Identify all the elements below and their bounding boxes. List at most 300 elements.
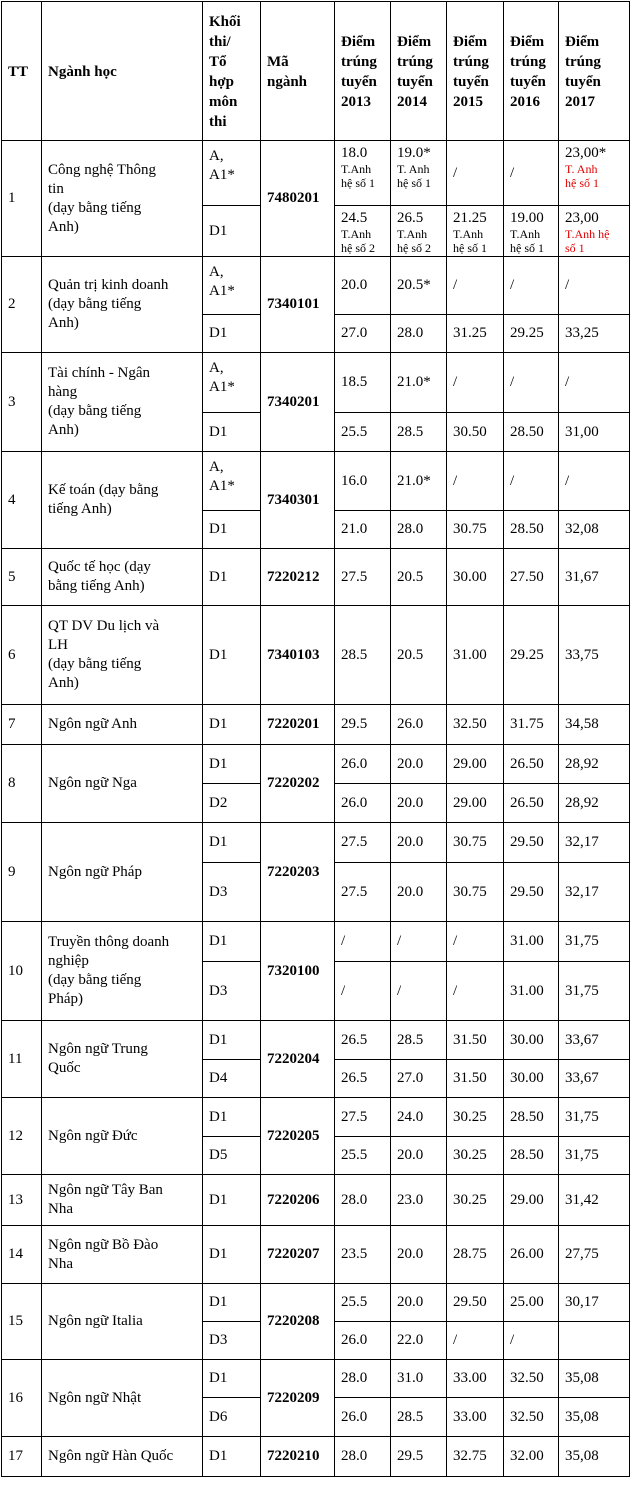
cell-tt: 8 — [2, 745, 42, 823]
cell-block — [203, 1060, 261, 1098]
cell-2016 — [504, 1226, 559, 1284]
score-value: 30.50 — [453, 423, 487, 440]
cell-code: 7220203 — [261, 823, 335, 922]
text-line: A1* — [209, 379, 235, 395]
score-value: 23,00 — [565, 210, 599, 226]
text-line: A, — [209, 148, 224, 164]
cell-block — [203, 705, 261, 745]
score-value: 31.00 — [510, 933, 544, 949]
score-value: 27.0 — [341, 325, 368, 341]
cell-2014 — [391, 452, 447, 511]
text-line: Ngôn ngữ Tây Ban — [48, 1182, 163, 1198]
text-line: D2 — [209, 794, 228, 811]
cell-2015 — [447, 353, 504, 413]
cell-2017 — [559, 1021, 630, 1060]
text-line: 2016 — [510, 93, 540, 110]
cell-block — [203, 1322, 261, 1360]
cell-block — [203, 1284, 261, 1322]
cell-block — [203, 1437, 261, 1477]
cell-block — [203, 257, 261, 315]
table-row — [2, 141, 630, 206]
score-value: 18.5 — [341, 374, 368, 390]
cell-code: 7220212 — [261, 549, 335, 606]
score-value: 28.5 — [397, 1408, 424, 1425]
text-line: trúng — [510, 53, 546, 70]
text-line: trúng — [341, 53, 377, 70]
cell-code: 7340101 — [261, 257, 335, 353]
score-value: 27.50 — [510, 568, 544, 585]
score-value: / — [565, 472, 570, 489]
text-line: trúng — [565, 53, 601, 70]
cell-2014 — [391, 257, 447, 315]
score-value: 30.00 — [510, 1031, 544, 1048]
score-value: 20.0 — [397, 1246, 424, 1262]
cell-2016 — [504, 1360, 559, 1398]
cell-2015 — [447, 549, 504, 606]
cell-major — [42, 922, 203, 1021]
cell-tt: 4 — [2, 452, 42, 549]
cell-2015 — [447, 141, 504, 206]
cell-2014 — [391, 549, 447, 606]
score-value: 33.00 — [453, 1370, 487, 1386]
score-note: T.Anh hệ — [565, 227, 610, 241]
text-line: Quốc — [48, 1060, 81, 1076]
cell-block — [203, 1398, 261, 1437]
cell-2015 — [447, 1437, 504, 1477]
score-value: 35,08 — [565, 1370, 599, 1386]
cell-2014 — [391, 315, 447, 353]
cell-major — [42, 1021, 203, 1098]
cell-2013 — [335, 1226, 391, 1284]
score-value: 30.75 — [453, 883, 487, 900]
score-value: / — [397, 982, 402, 999]
text-line: Kế toán (dạy bằng — [48, 482, 159, 498]
cell-major — [42, 257, 203, 353]
cell-2017 — [559, 141, 630, 206]
cell-2017 — [559, 745, 630, 784]
cell-tt: 10 — [2, 922, 42, 1021]
cell-code: 7220201 — [261, 705, 335, 745]
text-line: tuyển — [453, 73, 489, 90]
table-row — [2, 705, 630, 745]
score-value: 31,42 — [565, 1191, 599, 1208]
cell-2013 — [335, 1060, 391, 1098]
header-block — [203, 2, 261, 141]
cell-2013 — [335, 745, 391, 784]
table-row — [2, 1284, 630, 1322]
score-value: 32,17 — [565, 834, 599, 850]
score-value: 24.0 — [397, 1108, 424, 1125]
cell-code: 7220204 — [261, 1021, 335, 1098]
cell-2017 — [559, 413, 630, 452]
score-value: 32.50 — [510, 1370, 544, 1386]
cell-block — [203, 823, 261, 863]
cell-block — [203, 1137, 261, 1175]
cell-2016 — [504, 962, 559, 1021]
score-value: 23,00* — [565, 145, 607, 161]
cell-2013 — [335, 1021, 391, 1060]
score-value: 22.0 — [397, 1332, 424, 1348]
table-row — [2, 452, 630, 511]
cell-2015 — [447, 863, 504, 922]
text-line: A, — [209, 360, 224, 376]
text-line: D3 — [209, 982, 228, 999]
cell-tt: 16 — [2, 1360, 42, 1437]
text-line: Anh) — [48, 675, 79, 691]
cell-2016 — [504, 452, 559, 511]
score-value: 30.75 — [453, 521, 487, 537]
cell-block — [203, 1360, 261, 1398]
text-line: Ngôn ngữ Pháp — [48, 863, 142, 880]
text-line: D1 — [209, 755, 228, 772]
cell-2015 — [447, 511, 504, 549]
cell-2014 — [391, 1021, 447, 1060]
score-note: hệ số 1 — [453, 241, 487, 255]
cell-code: 7220205 — [261, 1098, 335, 1175]
text-line: Điểm — [453, 33, 488, 50]
cell-code: 7320100 — [261, 922, 335, 1021]
table-row — [2, 606, 630, 705]
table-row — [2, 823, 630, 863]
score-value: 28.0 — [397, 521, 424, 537]
score-value: 28.5 — [341, 646, 368, 663]
cell-2017 — [559, 1098, 630, 1137]
cell-code: 7480201 — [261, 141, 335, 257]
cell-major — [42, 1360, 203, 1437]
cell-2014 — [391, 1060, 447, 1098]
score-value: 26.50 — [510, 755, 544, 772]
text-line: A, — [209, 264, 224, 280]
cell-2017 — [559, 315, 630, 353]
score-note: hệ số 1 — [565, 176, 599, 190]
text-line: (dạy bằng tiếng — [48, 296, 142, 312]
score-value: 29.00 — [453, 794, 487, 811]
text-line: Truyền thông doanh — [48, 934, 170, 950]
score-value: 25.5 — [341, 1147, 368, 1163]
cell-2014 — [391, 511, 447, 549]
header-major: Ngành học — [42, 2, 203, 141]
score-value: 35,08 — [565, 1408, 599, 1425]
score-value: 23.5 — [341, 1246, 368, 1262]
cell-2015 — [447, 1137, 504, 1175]
text-line: Ngôn ngữ Anh — [48, 716, 137, 732]
cell-2016 — [504, 606, 559, 705]
text-line: Quản trị kinh doanh — [48, 277, 169, 293]
header-2016 — [504, 2, 559, 141]
text-line: 2017 — [565, 93, 595, 110]
score-value: 29.50 — [510, 883, 544, 900]
score-value: 20.0 — [397, 794, 424, 811]
text-line: trúng — [397, 53, 433, 70]
score-value: 31,75 — [565, 1108, 599, 1125]
score-value: / — [453, 164, 458, 181]
header-2015 — [447, 2, 504, 141]
score-value: 30.25 — [453, 1147, 487, 1163]
score-value: 31.00 — [453, 646, 487, 663]
score-value: 26.0 — [341, 1408, 368, 1425]
text-line: ngành — [267, 73, 308, 90]
text-line: D1 — [209, 716, 228, 732]
cell-tt: 1 — [2, 141, 42, 257]
text-line: Anh) — [48, 422, 79, 438]
cell-2013 — [335, 823, 391, 863]
table-row — [2, 745, 630, 784]
cell-2017 — [559, 353, 630, 413]
cell-2017 — [559, 1137, 630, 1175]
table-row — [2, 257, 630, 315]
cell-2016 — [504, 549, 559, 606]
text-line: D3 — [209, 883, 228, 900]
score-value: 29.25 — [510, 325, 544, 341]
score-value: / — [565, 374, 570, 390]
score-value: 20.0 — [341, 277, 368, 293]
score-value: 31,75 — [565, 982, 599, 999]
cell-2015 — [447, 784, 504, 823]
cell-2013 — [335, 511, 391, 549]
cell-2016 — [504, 784, 559, 823]
score-value: / — [453, 472, 458, 489]
score-value: / — [565, 277, 570, 293]
cell-2013 — [335, 1322, 391, 1360]
text-line: D1 — [209, 1370, 228, 1386]
cell-block — [203, 863, 261, 922]
cell-2016 — [504, 863, 559, 922]
cell-block — [203, 206, 261, 257]
cell-2013 — [335, 1284, 391, 1322]
score-value: 20.0 — [397, 755, 424, 772]
text-line: Điểm — [565, 33, 600, 50]
cell-block — [203, 1021, 261, 1060]
header-code — [261, 2, 335, 141]
text-line: thi/ — [209, 33, 231, 50]
cell-block — [203, 962, 261, 1021]
cell-2014 — [391, 1398, 447, 1437]
cell-2015 — [447, 922, 504, 962]
text-line: tuyển — [510, 73, 546, 90]
cell-code: 7220209 — [261, 1360, 335, 1437]
score-value: / — [341, 933, 346, 949]
score-value: 21.0 — [341, 521, 368, 537]
score-value: 31.50 — [453, 1031, 487, 1048]
cell-2014 — [391, 745, 447, 784]
cell-2017 — [559, 549, 630, 606]
table-row — [2, 549, 630, 606]
table-row — [2, 1226, 630, 1284]
cell-2016 — [504, 1098, 559, 1137]
score-value: 29.00 — [510, 1191, 544, 1208]
score-value: 33.00 — [453, 1408, 487, 1425]
cell-major — [42, 353, 203, 452]
score-value: / — [510, 472, 515, 489]
score-value: 28.5 — [397, 423, 424, 440]
score-value: 30.25 — [453, 1191, 487, 1208]
text-line: LH — [48, 637, 68, 653]
text-line: D6 — [209, 1408, 228, 1425]
text-line: Ngôn ngữ Italia — [48, 1313, 143, 1329]
cell-tt: 7 — [2, 705, 42, 745]
score-value: / — [510, 1332, 515, 1348]
cell-2016 — [504, 1437, 559, 1477]
cell-block — [203, 784, 261, 823]
text-line: D1 — [209, 423, 228, 440]
text-line: Ngôn ngữ Nga — [48, 775, 137, 791]
score-value: 21.25 — [453, 210, 487, 226]
score-value: 29.50 — [510, 834, 544, 850]
table-body — [2, 141, 630, 1477]
header-tt: TT — [2, 2, 42, 141]
text-line: tin — [48, 180, 64, 197]
score-value: 19.0* — [397, 145, 431, 161]
score-value: 31.50 — [453, 1070, 487, 1086]
text-line: 2015 — [453, 93, 483, 110]
cell-2015 — [447, 1060, 504, 1098]
cell-2017 — [559, 511, 630, 549]
score-note: số 1 — [565, 241, 585, 255]
cell-code: 7220210 — [261, 1437, 335, 1477]
cell-2013 — [335, 353, 391, 413]
score-value: 27.5 — [341, 1108, 368, 1125]
score-value: 31,00 — [565, 423, 599, 440]
text-line: D1 — [209, 1108, 228, 1125]
score-value: 32,08 — [565, 521, 599, 537]
score-value: 25.5 — [341, 1294, 368, 1310]
admission-scores-table — [1, 1, 630, 1477]
cell-tt: 2 — [2, 257, 42, 353]
cell-block — [203, 511, 261, 549]
score-value: 28.50 — [510, 423, 544, 440]
score-value: 20.0 — [397, 1294, 424, 1310]
cell-2015 — [447, 413, 504, 452]
cell-2017 — [559, 1175, 630, 1226]
text-line: D1 — [209, 646, 228, 663]
text-line: D1 — [209, 933, 228, 949]
text-line: tiếng Anh) — [48, 501, 112, 517]
text-line: tuyển — [341, 73, 377, 90]
cell-2015 — [447, 1284, 504, 1322]
cell-2014 — [391, 206, 447, 257]
score-value: 26.0 — [341, 794, 368, 811]
cell-2013 — [335, 705, 391, 745]
cell-2017 — [559, 1284, 630, 1322]
score-value: / — [453, 374, 458, 390]
cell-2014 — [391, 1360, 447, 1398]
score-note: hệ số 1 — [341, 176, 375, 190]
cell-2016 — [504, 705, 559, 745]
cell-2014 — [391, 1322, 447, 1360]
score-value: 31,75 — [565, 1147, 599, 1163]
cell-major — [42, 1226, 203, 1284]
text-line: Tài chính - Ngân — [48, 365, 151, 381]
cell-2014 — [391, 606, 447, 705]
text-line: D5 — [209, 1147, 228, 1163]
cell-2016 — [504, 353, 559, 413]
cell-code: 7340103 — [261, 606, 335, 705]
cell-2013 — [335, 206, 391, 257]
score-value: 31.0 — [397, 1370, 424, 1386]
cell-2017 — [559, 257, 630, 315]
cell-2015 — [447, 1322, 504, 1360]
cell-2017 — [559, 452, 630, 511]
score-value: 31.75 — [510, 716, 544, 732]
cell-2014 — [391, 784, 447, 823]
cell-2016 — [504, 1284, 559, 1322]
score-value: 30,17 — [565, 1294, 599, 1310]
cell-2016 — [504, 823, 559, 863]
cell-2016 — [504, 1175, 559, 1226]
text-line: Anh) — [48, 315, 79, 331]
text-line: bằng tiếng Anh) — [48, 578, 145, 594]
score-value: / — [397, 933, 402, 949]
cell-major — [42, 745, 203, 823]
score-note: hệ số 1 — [397, 176, 431, 190]
cell-tt: 6 — [2, 606, 42, 705]
score-value: 26.0 — [397, 716, 424, 732]
cell-block — [203, 141, 261, 206]
cell-2017 — [559, 863, 630, 922]
cell-2016 — [504, 1398, 559, 1437]
score-value: 19.00 — [510, 210, 544, 226]
cell-tt: 3 — [2, 353, 42, 452]
cell-block — [203, 606, 261, 705]
cell-tt: 13 — [2, 1175, 42, 1226]
score-value: 32.75 — [453, 1448, 487, 1464]
score-value: / — [453, 277, 458, 293]
score-value: 26.00 — [510, 1246, 544, 1262]
text-line: tuyển — [397, 73, 433, 90]
cell-2014 — [391, 413, 447, 452]
cell-2015 — [447, 1021, 504, 1060]
header-row — [2, 2, 630, 141]
score-value: 31.00 — [510, 982, 544, 999]
score-value: 28.0 — [397, 325, 424, 341]
text-line: A1* — [209, 167, 235, 183]
score-value: 16.0 — [341, 472, 368, 489]
cell-2013 — [335, 922, 391, 962]
score-value: 31.25 — [453, 325, 487, 341]
cell-2015 — [447, 1398, 504, 1437]
score-note: T.Anh — [341, 162, 372, 176]
cell-2014 — [391, 705, 447, 745]
header-2014 — [391, 2, 447, 141]
score-value: 18.0 — [341, 145, 368, 161]
cell-tt: 15 — [2, 1284, 42, 1360]
text-line: tuyển — [565, 73, 601, 90]
cell-tt: 12 — [2, 1098, 42, 1175]
cell-major — [42, 452, 203, 549]
text-line: Điểm — [397, 33, 432, 50]
score-value: 30.75 — [453, 834, 487, 850]
cell-2016 — [504, 1021, 559, 1060]
score-value: 26.50 — [510, 794, 544, 811]
text-line: A1* — [209, 478, 235, 494]
cell-2016 — [504, 206, 559, 257]
cell-2016 — [504, 1137, 559, 1175]
text-line: 2014 — [397, 93, 427, 110]
cell-2017 — [559, 1060, 630, 1098]
cell-2016 — [504, 745, 559, 784]
cell-major — [42, 705, 203, 745]
text-line: D4 — [209, 1070, 228, 1086]
score-value: 28.0 — [341, 1191, 368, 1208]
cell-2017 — [559, 823, 630, 863]
score-value: / — [510, 277, 515, 293]
cell-2015 — [447, 705, 504, 745]
text-line: 2013 — [341, 93, 371, 110]
cell-major — [42, 606, 203, 705]
cell-code: 7220206 — [261, 1175, 335, 1226]
score-note: T.Anh — [341, 227, 372, 241]
score-value: 26.0 — [341, 755, 368, 772]
